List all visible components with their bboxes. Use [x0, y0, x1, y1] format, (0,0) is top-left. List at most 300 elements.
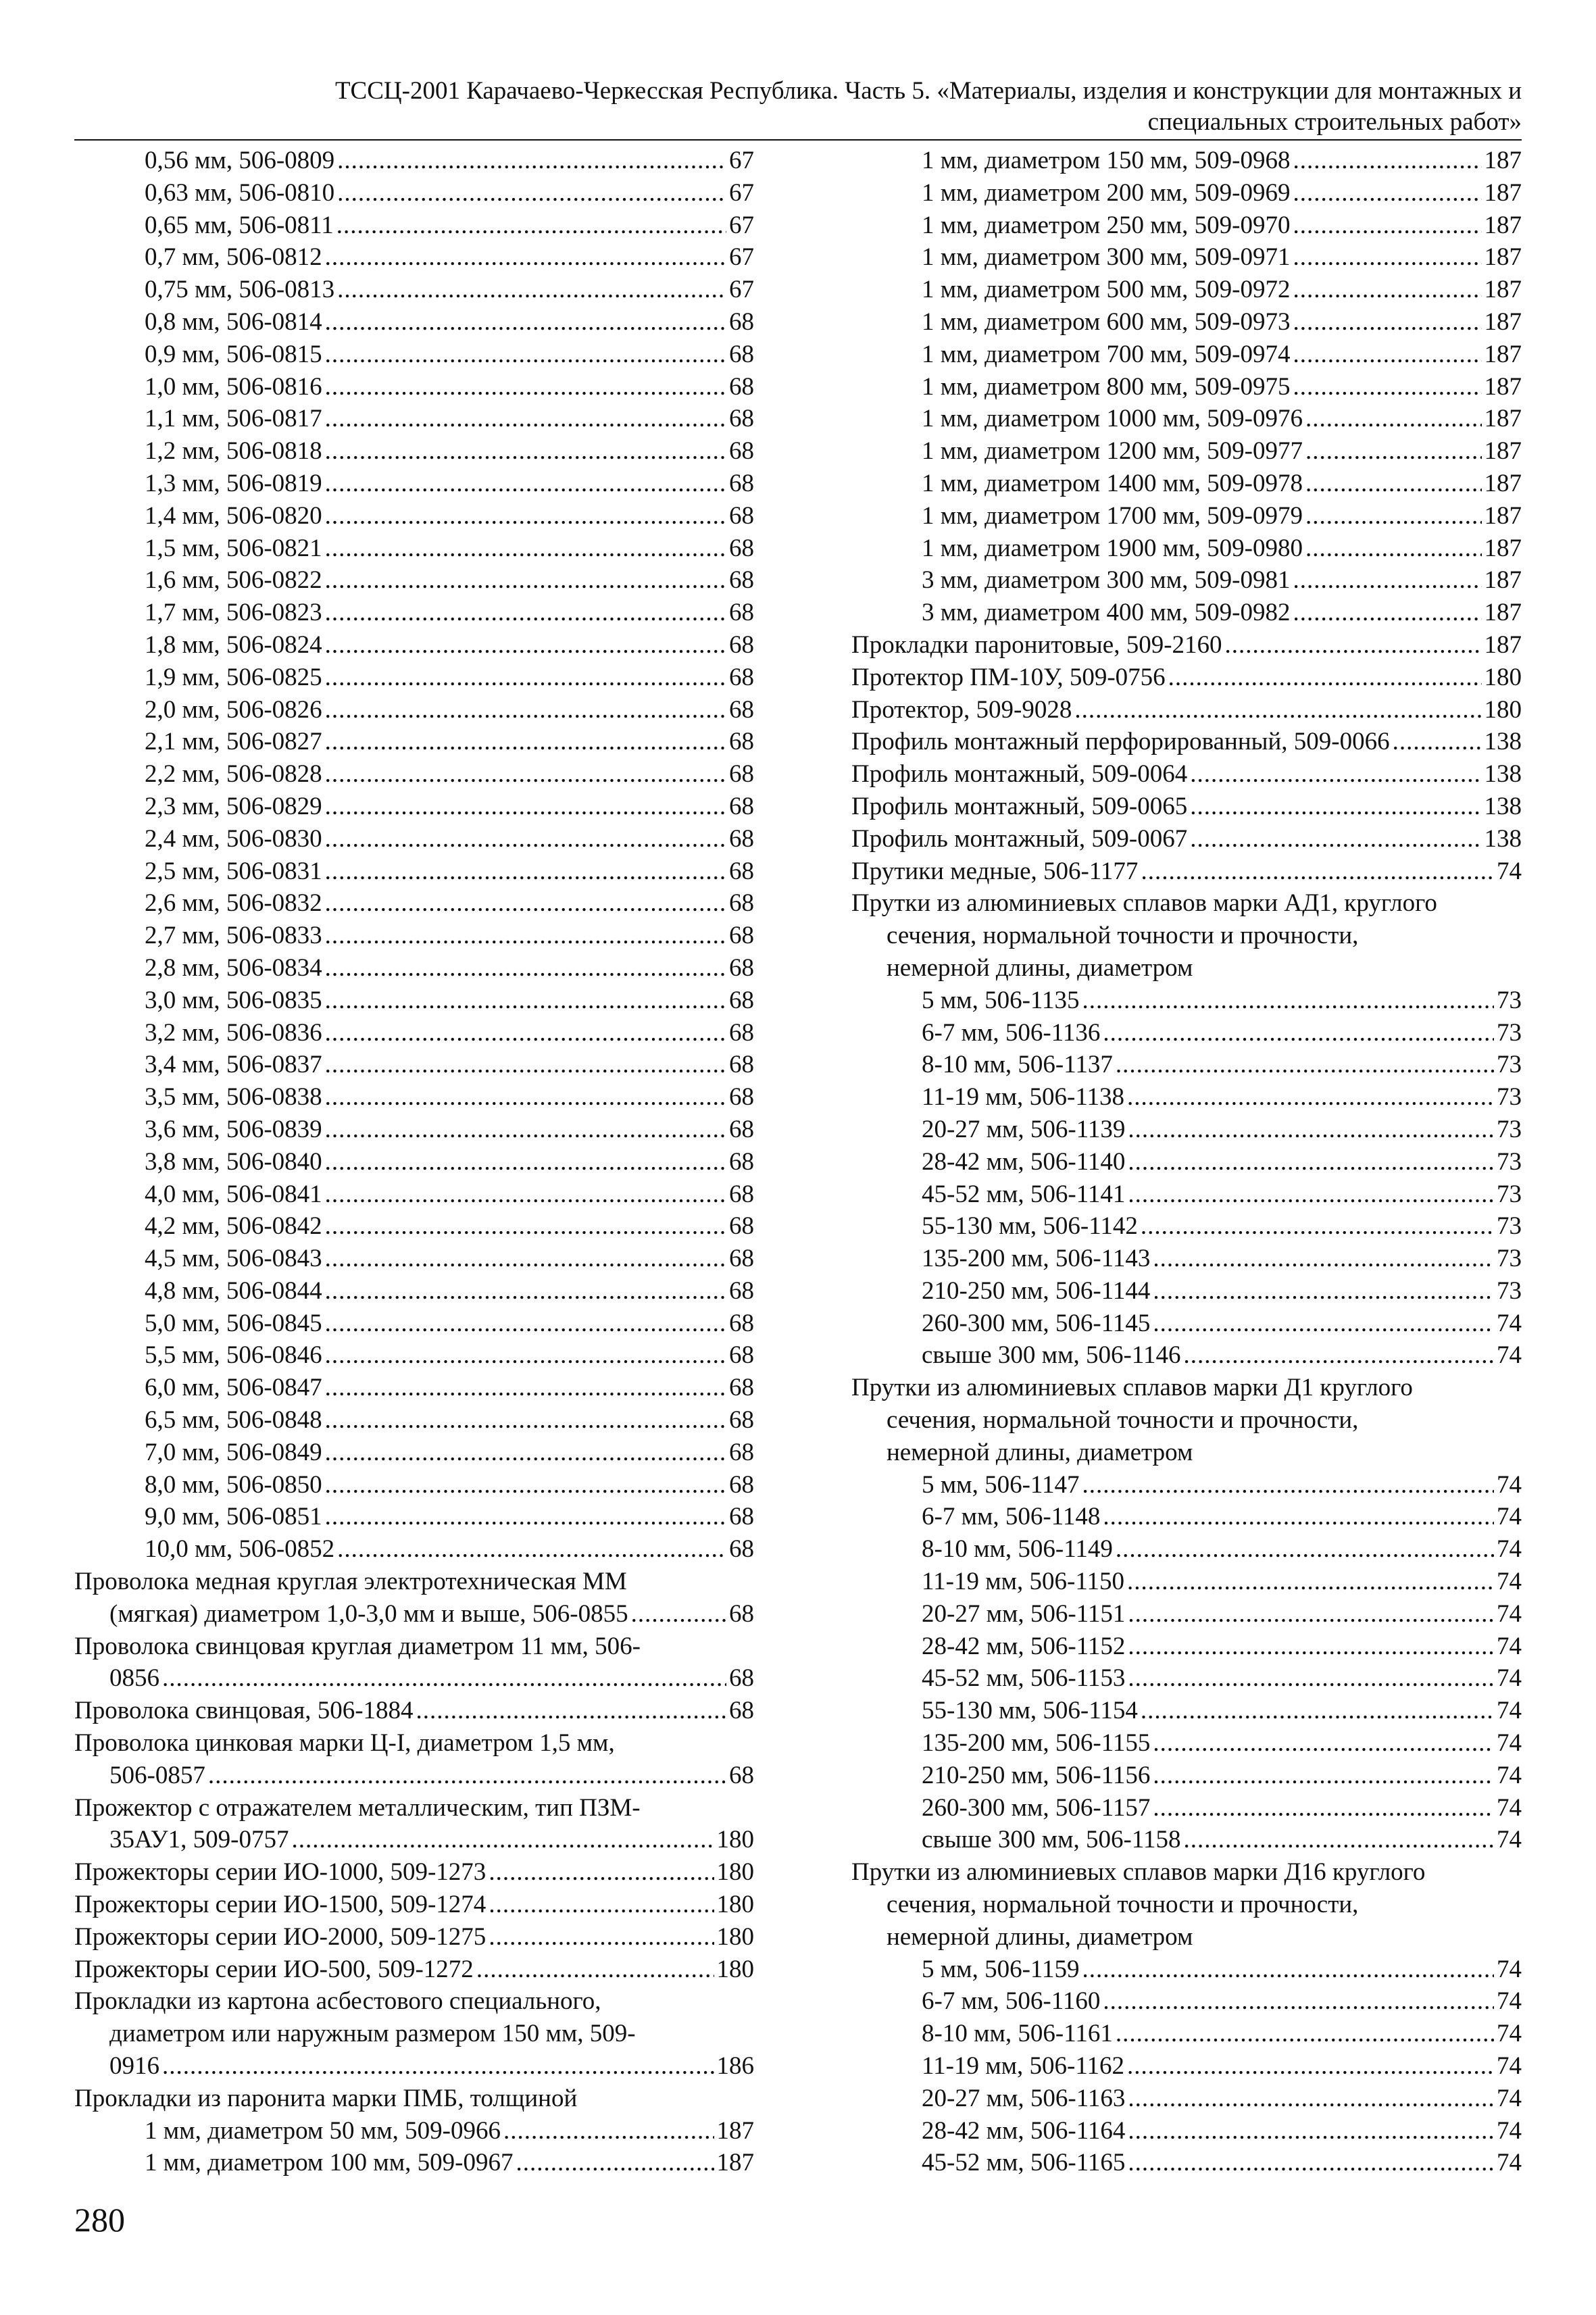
entry-label: 1,4 мм, 506-0820: [145, 501, 322, 530]
dot-leader: [1128, 1598, 1494, 1631]
entry-label: свыше 300 мм, 506-1158: [922, 1826, 1181, 1854]
entry-label: 0,63 мм, 506-0810: [145, 178, 335, 207]
entry-page-number: 68: [729, 1761, 754, 1789]
entry-page-number: 74: [1497, 1535, 1522, 1564]
dot-leader: [1190, 791, 1481, 823]
entry-label: 35АУ1, 509-0757: [109, 1826, 289, 1854]
entry-page-number: 67: [729, 147, 754, 174]
index-entry: [74, 564, 754, 597]
entry-page-number: 187: [1484, 147, 1522, 174]
index-entry: [851, 1727, 1522, 1760]
index-heading-line: немерной длины, диаметром: [887, 953, 1193, 982]
index-entry: [851, 403, 1522, 435]
entry-page-number: 68: [729, 1147, 754, 1176]
entry-page-number: 187: [716, 2116, 754, 2145]
dot-leader: [325, 1437, 726, 1469]
index-entry: [851, 1792, 1522, 1824]
dot-leader: [1116, 2018, 1494, 2050]
dot-leader: [1103, 1501, 1494, 1533]
dot-leader: [325, 726, 726, 758]
entry-page-number: 187: [1484, 501, 1522, 530]
index-heading-line: Прокладки из картона асбестового специального,: [74, 1987, 601, 2016]
entry-label: 55-130 мм, 506-1154: [922, 1697, 1138, 1725]
dot-leader: [325, 1146, 726, 1178]
dot-leader: [1190, 823, 1481, 855]
dot-leader: [325, 985, 726, 1017]
entry-label: 20-27 мм, 506-1151: [922, 1599, 1126, 1628]
entry-page-number: 187: [716, 2149, 754, 2177]
entry-page-number: 187: [1484, 178, 1522, 207]
index-entry: [74, 1275, 754, 1308]
entry-label: Прожекторы серии ИО-500, 509-1272: [74, 1955, 474, 1983]
index-entry: [74, 662, 754, 694]
dot-leader: [325, 1114, 726, 1146]
index-entry: [74, 1824, 754, 1856]
entry-page-number: 68: [729, 1664, 754, 1693]
index-entry: [851, 1953, 1522, 1986]
index-entry: [74, 1114, 754, 1146]
dot-leader: [325, 791, 726, 823]
entry-page-number: 68: [729, 695, 754, 724]
dot-leader: [325, 1275, 726, 1308]
entry-label: 6,5 мм, 506-0848: [145, 1406, 322, 1435]
dot-leader: [1305, 500, 1482, 532]
index-entry: [74, 823, 754, 855]
index-entry: [851, 1146, 1522, 1178]
dot-leader: [325, 532, 726, 565]
entry-label: 3,4 мм, 506-0837: [145, 1051, 322, 1079]
dot-leader: [325, 758, 726, 791]
entry-label: 7,0 мм, 506-0849: [145, 1438, 322, 1466]
entry-page-number: 138: [1484, 792, 1522, 820]
dot-leader: [325, 241, 726, 274]
entry-page-number: 68: [729, 1406, 754, 1435]
dot-leader: [1153, 1792, 1494, 1824]
index-entry: [851, 758, 1522, 791]
entry-label: 4,2 мм, 506-0842: [145, 1212, 322, 1241]
dot-leader: [325, 597, 726, 629]
index-entry: [74, 1404, 754, 1437]
entry-label: 135-200 мм, 506-1143: [922, 1245, 1151, 1273]
index-entry: [74, 694, 754, 726]
entry-page-number: 73: [1497, 986, 1522, 1014]
entry-label: 3,8 мм, 506-0840: [145, 1147, 322, 1176]
index-entry: [74, 1437, 754, 1469]
dot-leader: [489, 1856, 714, 1889]
entry-page-number: 68: [729, 663, 754, 691]
index-entry: [851, 1662, 1522, 1695]
dot-leader: [1168, 662, 1482, 694]
dot-leader: [1074, 694, 1481, 726]
dot-leader: [325, 1178, 726, 1211]
entry-label: 8-10 мм, 506-1149: [922, 1535, 1113, 1564]
dot-leader: [325, 403, 726, 435]
dot-leader: [416, 1695, 726, 1727]
index-entry: [851, 1114, 1522, 1146]
entry-label: 1 мм, диаметром 1200 мм, 509-0977: [922, 437, 1303, 466]
index-entry: [851, 1308, 1522, 1340]
entry-label: 0,9 мм, 506-0815: [145, 340, 322, 368]
entry-page-number: 68: [729, 566, 754, 595]
entry-label: 11-19 мм, 506-1150: [922, 1568, 1124, 1596]
dot-leader: [1082, 1469, 1494, 1501]
entry-page-number: 187: [1484, 307, 1522, 336]
entry-label: 4,8 мм, 506-0844: [145, 1276, 322, 1305]
entry-page-number: 68: [729, 1438, 754, 1466]
dot-leader: [325, 339, 726, 371]
entry-page-number: 68: [729, 1309, 754, 1337]
entry-page-number: 68: [729, 405, 754, 433]
entry-page-number: 68: [729, 1212, 754, 1241]
dot-leader: [1293, 306, 1481, 339]
dot-leader: [1293, 145, 1481, 177]
index-entry: [851, 985, 1522, 1017]
running-header-line-2: специальных строительных работ»: [1147, 108, 1522, 136]
entry-page-number: 68: [729, 501, 754, 530]
entry-label: 0,56 мм, 506-0809: [145, 147, 335, 174]
entry-page-number: 68: [729, 1503, 754, 1531]
dot-leader: [1116, 1533, 1494, 1566]
dot-leader: [337, 145, 726, 177]
entry-label: 1 мм, диаметром 100 мм, 509-0967: [145, 2149, 514, 2177]
dot-leader: [325, 1210, 726, 1243]
entry-page-number: 68: [729, 599, 754, 627]
index-entry: [74, 1501, 754, 1533]
page-number: 280: [74, 2201, 125, 2239]
entry-label: 3,0 мм, 506-0835: [145, 986, 322, 1014]
dot-leader: [162, 2050, 714, 2083]
entry-page-number: 73: [1497, 1147, 1522, 1176]
entry-page-number: 68: [729, 922, 754, 950]
entry-label: 0,8 мм, 506-0814: [145, 307, 322, 336]
dot-leader: [336, 209, 726, 242]
index-entry: [74, 403, 754, 435]
entry-label: 3,2 мм, 506-0836: [145, 1018, 322, 1047]
entry-label: 1 мм, диаметром 50 мм, 509-0966: [145, 2116, 501, 2145]
index-entry: [851, 500, 1522, 532]
entry-label: 45-52 мм, 506-1165: [922, 2149, 1126, 2177]
entry-page-number: 68: [729, 1276, 754, 1305]
index-heading-line: Прутки из алюминиевых сплавов марки Д16 круглого: [851, 1858, 1426, 1887]
dot-leader: [1305, 403, 1482, 435]
entry-label: 0916: [109, 2052, 159, 2081]
entry-page-number: 68: [729, 1051, 754, 1079]
index-entry: [74, 2050, 754, 2083]
dot-leader: [325, 468, 726, 500]
index-entry: [74, 1049, 754, 1081]
dot-leader: [1153, 1275, 1494, 1308]
entry-page-number: 74: [1497, 1793, 1522, 1822]
entry-label: 260-300 мм, 506-1145: [922, 1309, 1151, 1337]
index-entry: [851, 694, 1522, 726]
entry-label: 5 мм, 506-1159: [922, 1955, 1080, 1983]
entry-page-number: 74: [1497, 2052, 1522, 2081]
index-entry: [851, 1081, 1522, 1114]
dot-leader: [516, 2147, 714, 2179]
dot-leader: [325, 1308, 726, 1340]
entry-label: 1,3 мм, 506-0819: [145, 469, 322, 497]
index-entry: [74, 597, 754, 629]
dot-leader: [325, 500, 726, 532]
entry-page-number: 74: [1497, 1341, 1522, 1370]
entry-label: 2,6 мм, 506-0832: [145, 889, 322, 918]
dot-leader: [337, 1533, 726, 1566]
entry-page-number: 68: [729, 1535, 754, 1564]
index-heading-line: Прокладки из паронита марки ПМБ, толщиной: [74, 2084, 578, 2112]
index-entry: [851, 1985, 1522, 2018]
entry-label: 1 мм, диаметром 1000 мм, 509-0976: [922, 405, 1303, 433]
index-entry: [851, 1210, 1522, 1243]
index-entry: [74, 1598, 754, 1631]
index-entry: [851, 564, 1522, 597]
entry-page-number: 74: [1497, 2116, 1522, 2145]
entry-label: Проволока свинцовая, 506-1884: [74, 1697, 414, 1725]
dot-leader: [1141, 855, 1494, 888]
dot-leader: [325, 694, 726, 726]
entry-label: 1 мм, диаметром 500 мм, 509-0972: [922, 276, 1291, 304]
index-entry: [851, 1631, 1522, 1663]
dot-leader: [1116, 1049, 1494, 1081]
dot-leader: [325, 306, 726, 339]
running-header-line-1: ТССЦ-2001 Карачаево-Черкесская Республика. Часть 5. «Материалы, изделия и конструкции для монтажных и: [334, 77, 1522, 105]
entry-page-number: 67: [729, 178, 754, 207]
entry-page-number: 68: [729, 1599, 754, 1628]
entry-label: Прокладки паронитовые, 509-2160: [851, 630, 1222, 659]
index-entry: [851, 145, 1522, 177]
entry-label: 506-0857: [109, 1761, 205, 1789]
dot-leader: [1293, 177, 1481, 209]
entry-page-number: 187: [1484, 566, 1522, 595]
index-entry: [851, 662, 1522, 694]
entry-label: 2,2 мм, 506-0828: [145, 760, 322, 789]
entry-page-number: 68: [729, 857, 754, 885]
dot-leader: [325, 435, 726, 468]
dot-leader: [1141, 1695, 1494, 1727]
entry-page-number: 187: [1484, 243, 1522, 272]
entry-label: 8,0 мм, 506-0850: [145, 1470, 322, 1499]
index-entry: [851, 1598, 1522, 1631]
dot-leader: [1393, 726, 1482, 758]
entry-label: 1 мм, диаметром 1400 мм, 509-0978: [922, 469, 1303, 497]
entry-page-number: 187: [1484, 372, 1522, 401]
entry-page-number: 74: [1497, 1664, 1522, 1693]
entry-label: 3,6 мм, 506-0839: [145, 1115, 322, 1143]
index-entry: [74, 629, 754, 662]
entry-label: свыше 300 мм, 506-1146: [922, 1341, 1181, 1370]
entry-label: 28-42 мм, 506-1152: [922, 1632, 1126, 1660]
dot-leader: [1293, 597, 1481, 629]
entry-label: 1 мм, диаметром 1700 мм, 509-0979: [922, 501, 1303, 530]
dot-leader: [1127, 1566, 1494, 1598]
dot-leader: [325, 1404, 726, 1437]
index-entry: [74, 1081, 754, 1114]
index-entry: [851, 2115, 1522, 2147]
entry-label: Протектор, 509-9028: [851, 695, 1072, 724]
dot-leader: [1293, 339, 1481, 371]
index-entry: [74, 985, 754, 1017]
dot-leader: [1127, 2050, 1494, 2083]
entry-label: 28-42 мм, 506-1164: [922, 2116, 1126, 2145]
entry-page-number: 74: [1497, 1503, 1522, 1531]
dot-leader: [325, 371, 726, 403]
index-entry: [851, 435, 1522, 468]
entry-label: 5 мм, 506-1135: [922, 986, 1080, 1014]
dot-leader: [1128, 2147, 1494, 2179]
index-heading-line: Проволока медная круглая электротехническая ММ: [74, 1568, 627, 1596]
index-entry: [74, 1146, 754, 1178]
entry-label: 0,75 мм, 506-0813: [145, 276, 335, 304]
dot-leader: [1293, 241, 1481, 274]
index-entry: [74, 1921, 754, 1953]
entry-page-number: 187: [1484, 630, 1522, 659]
entry-page-number: 68: [729, 630, 754, 659]
entry-page-number: 180: [716, 1891, 754, 1919]
entry-label: 2,4 мм, 506-0830: [145, 824, 322, 853]
entry-page-number: 180: [716, 1922, 754, 1951]
entry-page-number: 74: [1497, 1826, 1522, 1854]
entry-label: 4,5 мм, 506-0843: [145, 1245, 322, 1273]
dot-leader: [325, 1339, 726, 1372]
dot-leader: [325, 823, 726, 855]
entry-label: 45-52 мм, 506-1153: [922, 1664, 1126, 1693]
entry-page-number: 68: [729, 307, 754, 336]
index-entry: [74, 952, 754, 985]
dot-leader: [337, 177, 726, 209]
index-entry: [74, 241, 754, 274]
entry-label: 10,0 мм, 506-0852: [145, 1535, 335, 1564]
index-heading-line: Проволока свинцовая круглая диаметром 11 мм, 506-: [74, 1632, 641, 1660]
entry-page-number: 68: [729, 1115, 754, 1143]
entry-label: Профиль монтажный, 509-0065: [851, 792, 1188, 820]
entry-page-number: 73: [1497, 1018, 1522, 1047]
entry-page-number: 74: [1497, 1568, 1522, 1596]
entry-label: 2,1 мм, 506-0827: [145, 728, 322, 756]
entry-page-number: 187: [1484, 211, 1522, 239]
entry-label: 8-10 мм, 506-1161: [922, 2020, 1113, 2048]
entry-page-number: 68: [729, 1374, 754, 1402]
entry-page-number: 68: [729, 792, 754, 820]
entry-page-number: 180: [716, 1858, 754, 1887]
entry-page-number: 187: [1484, 469, 1522, 497]
index-entry: [74, 500, 754, 532]
dot-leader: [1082, 1953, 1494, 1986]
entry-label: Профиль монтажный, 509-0067: [851, 824, 1188, 853]
index-entry: [74, 1308, 754, 1340]
entry-page-number: 180: [1484, 663, 1522, 691]
entry-page-number: 68: [729, 1180, 754, 1208]
index-entry: [851, 1469, 1522, 1501]
index-entry: [851, 209, 1522, 242]
index-entry: [851, 306, 1522, 339]
index-entry: [74, 1243, 754, 1275]
entry-page-number: 68: [729, 1083, 754, 1112]
entry-page-number: 68: [729, 1697, 754, 1725]
dot-leader: [489, 1889, 714, 1921]
entry-label: 6-7 мм, 506-1148: [922, 1503, 1101, 1531]
entry-label: 45-52 мм, 506-1141: [922, 1180, 1126, 1208]
index-entry: [74, 1017, 754, 1049]
index-heading-line: сечения, нормальной точности и прочности,: [887, 1891, 1359, 1919]
entry-label: Протектор ПМ-10У, 509-0756: [851, 663, 1166, 691]
index-heading-line: Прутки из алюминиевых сплавов марки Д1 круглого: [851, 1374, 1413, 1402]
entry-page-number: 187: [1484, 340, 1522, 368]
dot-leader: [1153, 1308, 1494, 1340]
entry-label: 5,0 мм, 506-0845: [145, 1309, 322, 1337]
entry-page-number: 68: [729, 760, 754, 789]
dot-leader: [1128, 1631, 1494, 1663]
entry-page-number: 74: [1497, 1599, 1522, 1628]
index-entry: [851, 2083, 1522, 2115]
dot-leader: [1183, 1824, 1494, 1856]
index-column-right: [851, 145, 1522, 2179]
entry-label: 11-19 мм, 506-1162: [922, 2052, 1124, 2081]
entry-label: 0,65 мм, 506-0811: [145, 211, 334, 239]
dot-leader: [325, 952, 726, 985]
dot-leader: [337, 274, 726, 306]
index-entry: [851, 823, 1522, 855]
entry-label: Прожекторы серии ИО-2000, 509-1275: [74, 1922, 487, 1951]
entry-page-number: 68: [729, 437, 754, 466]
dot-leader: [1082, 985, 1494, 1017]
entry-label: 6-7 мм, 506-1136: [922, 1018, 1101, 1047]
index-entry: [74, 1210, 754, 1243]
dot-leader: [1225, 629, 1482, 662]
running-header: [74, 76, 1522, 138]
entry-page-number: 68: [729, 372, 754, 401]
dot-leader: [1305, 532, 1482, 565]
dot-leader: [325, 920, 726, 952]
dot-leader: [1128, 1178, 1494, 1211]
entry-page-number: 138: [1484, 728, 1522, 756]
dot-leader: [1293, 274, 1481, 306]
entry-label: 0856: [109, 1664, 159, 1693]
dot-leader: [1293, 209, 1481, 242]
index-entry: [851, 177, 1522, 209]
dot-leader: [1190, 758, 1481, 791]
entry-page-number: 74: [1497, 1632, 1522, 1660]
entry-page-number: 73: [1497, 1180, 1522, 1208]
entry-page-number: 73: [1497, 1083, 1522, 1112]
index-entry: [74, 468, 754, 500]
index-entry: [851, 726, 1522, 758]
entry-page-number: 74: [1497, 2149, 1522, 2177]
entry-page-number: 74: [1497, 1309, 1522, 1337]
index-entry: [74, 532, 754, 565]
dot-leader: [325, 1243, 726, 1275]
entry-label: 55-130 мм, 506-1142: [922, 1212, 1138, 1241]
index-entry: [74, 887, 754, 920]
index-entry: [851, 1566, 1522, 1598]
index-entry: [851, 597, 1522, 629]
index-entry: [851, 1695, 1522, 1727]
index-entry: [851, 1501, 1522, 1533]
index-entry: [74, 1533, 754, 1566]
index-entry: [74, 339, 754, 371]
entry-page-number: 68: [729, 340, 754, 368]
dot-leader: [325, 564, 726, 597]
index-entry: [74, 435, 754, 468]
index-entry: [851, 371, 1522, 403]
entry-label: 6-7 мм, 506-1160: [922, 1987, 1101, 2016]
entry-label: 1,5 мм, 506-0821: [145, 534, 322, 562]
entry-page-number: 68: [729, 1245, 754, 1273]
entry-page-number: 67: [729, 243, 754, 272]
entry-label: 2,5 мм, 506-0831: [145, 857, 322, 885]
entry-label: Прутики медные, 506-1177: [851, 857, 1139, 885]
index-entry: [851, 468, 1522, 500]
index-entry: [851, 791, 1522, 823]
dot-leader: [162, 1662, 726, 1695]
